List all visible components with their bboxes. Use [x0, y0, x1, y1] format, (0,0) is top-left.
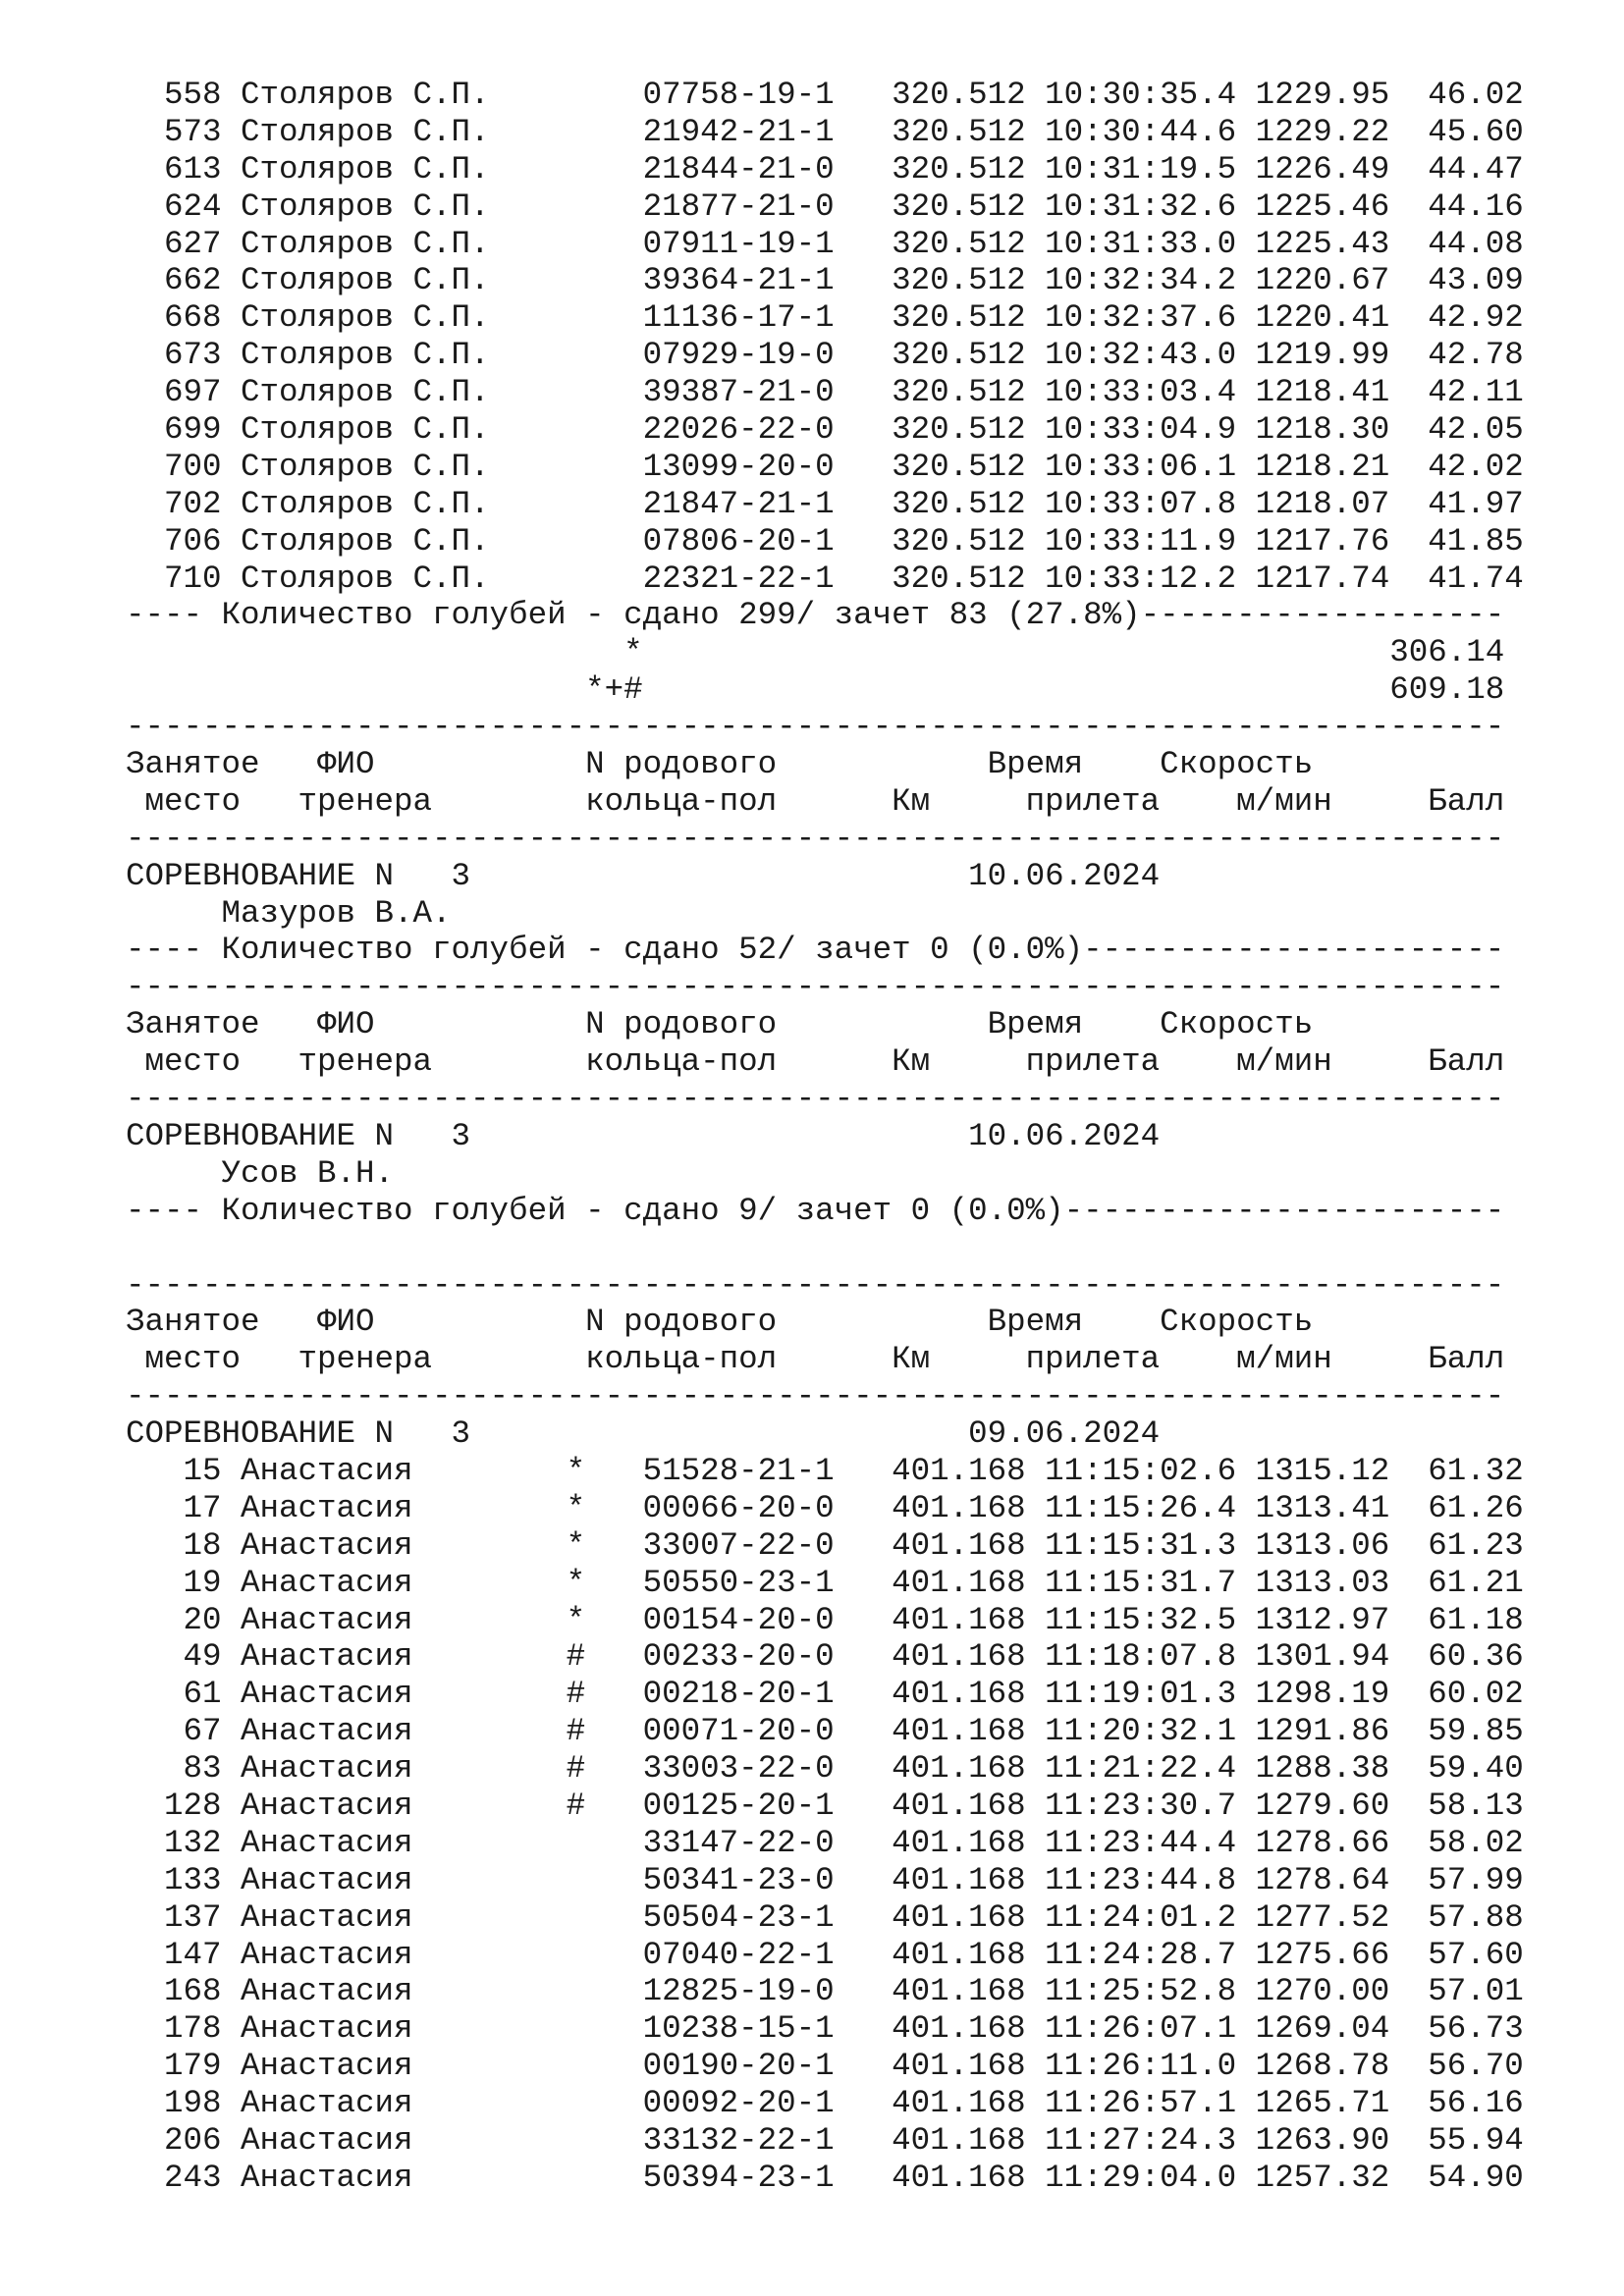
result-row: 573 Столяров С.П. 21942-21-1 320.512 10:30:44.6 1229.22 45.60	[126, 113, 1524, 150]
column-header: Занятое ФИО N родового Время Скорость	[126, 1006, 1314, 1043]
competition-header: СОРЕВНОВАНИЕ N 3 10.06.2024	[126, 857, 1161, 894]
result-row: 673 Столяров С.П. 07929-19-0 320.512 10:32:43.0 1219.99 42.78	[126, 337, 1524, 374]
separator-line: ------------------------------------------------------------------------	[126, 969, 1505, 1006]
result-row: 49 Анастасия # 00233-20-0 401.168 11:18:07.8 1301.94 60.36	[126, 1638, 1524, 1676]
separator-line: ------------------------------------------------------------------------	[126, 1266, 1505, 1304]
summary-line: ---- Количество голубей - сдано 52/ зачет 0 (0.0%)----------------------	[126, 932, 1505, 969]
blank-line	[126, 1230, 1524, 1267]
result-row: 699 Столяров С.П. 22026-22-0 320.512 10:33:04.9 1218.30 42.05	[126, 411, 1524, 449]
competition-header: СОРЕВНОВАНИЕ N 3 10.06.2024	[126, 1117, 1161, 1154]
result-row: 168 Анастасия 12825-19-0 401.168 11:25:52.8 1270.00 57.01	[126, 1973, 1524, 2010]
result-row: 558 Столяров С.П. 07758-19-1 320.512 10:30:35.4 1229.95 46.02	[126, 77, 1524, 113]
result-row: 178 Анастасия 10238-15-1 401.168 11:26:07.1 1269.04 56.73	[126, 2010, 1524, 2048]
text-line: Усов В.Н.	[126, 1154, 395, 1192]
result-row: 20 Анастасия * 00154-20-0 401.168 11:15:32.5 1312.97 61.18	[126, 1601, 1524, 1638]
text-line: * 306.14	[126, 634, 1505, 671]
result-row: 697 Столяров С.П. 39387-21-0 320.512 10:33:03.4 1218.41 42.11	[126, 374, 1524, 411]
result-row: 128 Анастасия # 00125-20-1 401.168 11:23:30.7 1279.60 58.13	[126, 1787, 1524, 1824]
summary-line: ---- Количество голубей - сдано 9/ зачет 0 (0.0%)-----------------------	[126, 1192, 1505, 1229]
result-row: 61 Анастасия # 00218-20-1 401.168 11:19:01.3 1298.19 60.02	[126, 1676, 1524, 1713]
column-header: место тренера кольца-пол Км прилета м/мин Балл	[126, 782, 1505, 820]
result-row: 17 Анастасия * 00066-20-0 401.168 11:15:26.4 1313.41 61.26	[126, 1489, 1524, 1526]
separator-line: ------------------------------------------------------------------------	[126, 820, 1505, 857]
separator-line: ------------------------------------------------------------------------	[126, 1081, 1505, 1118]
result-row: 206 Анастасия 33132-22-1 401.168 11:27:24.3 1263.90 55.94	[126, 2121, 1524, 2159]
result-row: 147 Анастасия 07040-22-1 401.168 11:24:28.7 1275.66 57.60	[126, 1936, 1524, 1973]
result-row: 133 Анастасия 50341-23-0 401.168 11:23:44.8 1278.64 57.99	[126, 1861, 1524, 1898]
result-row: 137 Анастасия 50504-23-1 401.168 11:24:01.2 1277.52 57.88	[126, 1898, 1524, 1936]
result-row: 706 Столяров С.П. 07806-20-1 320.512 10:33:11.9 1217.76 41.85	[126, 522, 1524, 560]
results-printout	[126, 77, 1524, 2197]
result-row: 668 Столяров С.П. 11136-17-1 320.512 10:32:37.6 1220.41 42.92	[126, 299, 1524, 337]
result-row: 613 Столяров С.П. 21844-21-0 320.512 10:31:19.5 1226.49 44.47	[126, 150, 1524, 187]
column-header: Занятое ФИО N родового Время Скорость	[126, 1304, 1314, 1341]
result-row: 67 Анастасия # 00071-20-0 401.168 11:20:32.1 1291.86 59.85	[126, 1713, 1524, 1750]
text-line: Мазуров В.А.	[126, 894, 452, 932]
result-row: 18 Анастасия * 33007-22-0 401.168 11:15:31.3 1313.06 61.23	[126, 1526, 1524, 1564]
column-header: Занятое ФИО N родового Время Скорость	[126, 746, 1314, 783]
result-row: 132 Анастасия 33147-22-0 401.168 11:23:44.4 1278.66 58.02	[126, 1824, 1524, 1861]
result-row: 15 Анастасия * 51528-21-1 401.168 11:15:02.6 1315.12 61.32	[126, 1452, 1524, 1489]
column-header: место тренера кольца-пол Км прилета м/мин Балл	[126, 1043, 1505, 1081]
result-row: 243 Анастасия 50394-23-1 401.168 11:29:04.0 1257.32 54.90	[126, 2159, 1524, 2196]
result-row: 624 Столяров С.П. 21877-21-0 320.512 10:31:32.6 1225.46 44.16	[126, 187, 1524, 225]
result-row: 662 Столяров С.П. 39364-21-1 320.512 10:32:34.2 1220.67 43.09	[126, 262, 1524, 299]
result-row: 198 Анастасия 00092-20-1 401.168 11:26:57.1 1265.71 56.16	[126, 2085, 1524, 2122]
result-row: 702 Столяров С.П. 21847-21-1 320.512 10:33:07.8 1218.07 41.97	[126, 485, 1524, 522]
result-row: 19 Анастасия * 50550-23-1 401.168 11:15:31.7 1313.03 61.21	[126, 1564, 1524, 1601]
result-row: 83 Анастасия # 33003-22-0 401.168 11:21:22.4 1288.38 59.40	[126, 1750, 1524, 1788]
text-line: *+# 609.18	[126, 671, 1505, 709]
summary-line: ---- Количество голубей - сдано 299/ зачет 83 (27.8%)-------------------	[126, 597, 1505, 634]
result-row: 700 Столяров С.П. 13099-20-0 320.512 10:33:06.1 1218.21 42.02	[126, 448, 1524, 485]
competition-header: СОРЕВНОВАНИЕ N 3 09.06.2024	[126, 1415, 1161, 1453]
result-row: 627 Столяров С.П. 07911-19-1 320.512 10:31:33.0 1225.43 44.08	[126, 225, 1524, 262]
separator-line: ------------------------------------------------------------------------	[126, 1378, 1505, 1415]
result-row: 710 Столяров С.П. 22321-22-1 320.512 10:33:12.2 1217.74 41.74	[126, 560, 1524, 597]
separator-line: ------------------------------------------------------------------------	[126, 709, 1505, 746]
result-row: 179 Анастасия 00190-20-1 401.168 11:26:11.0 1268.78 56.70	[126, 2048, 1524, 2085]
column-header: место тренера кольца-пол Км прилета м/мин Балл	[126, 1341, 1505, 1378]
